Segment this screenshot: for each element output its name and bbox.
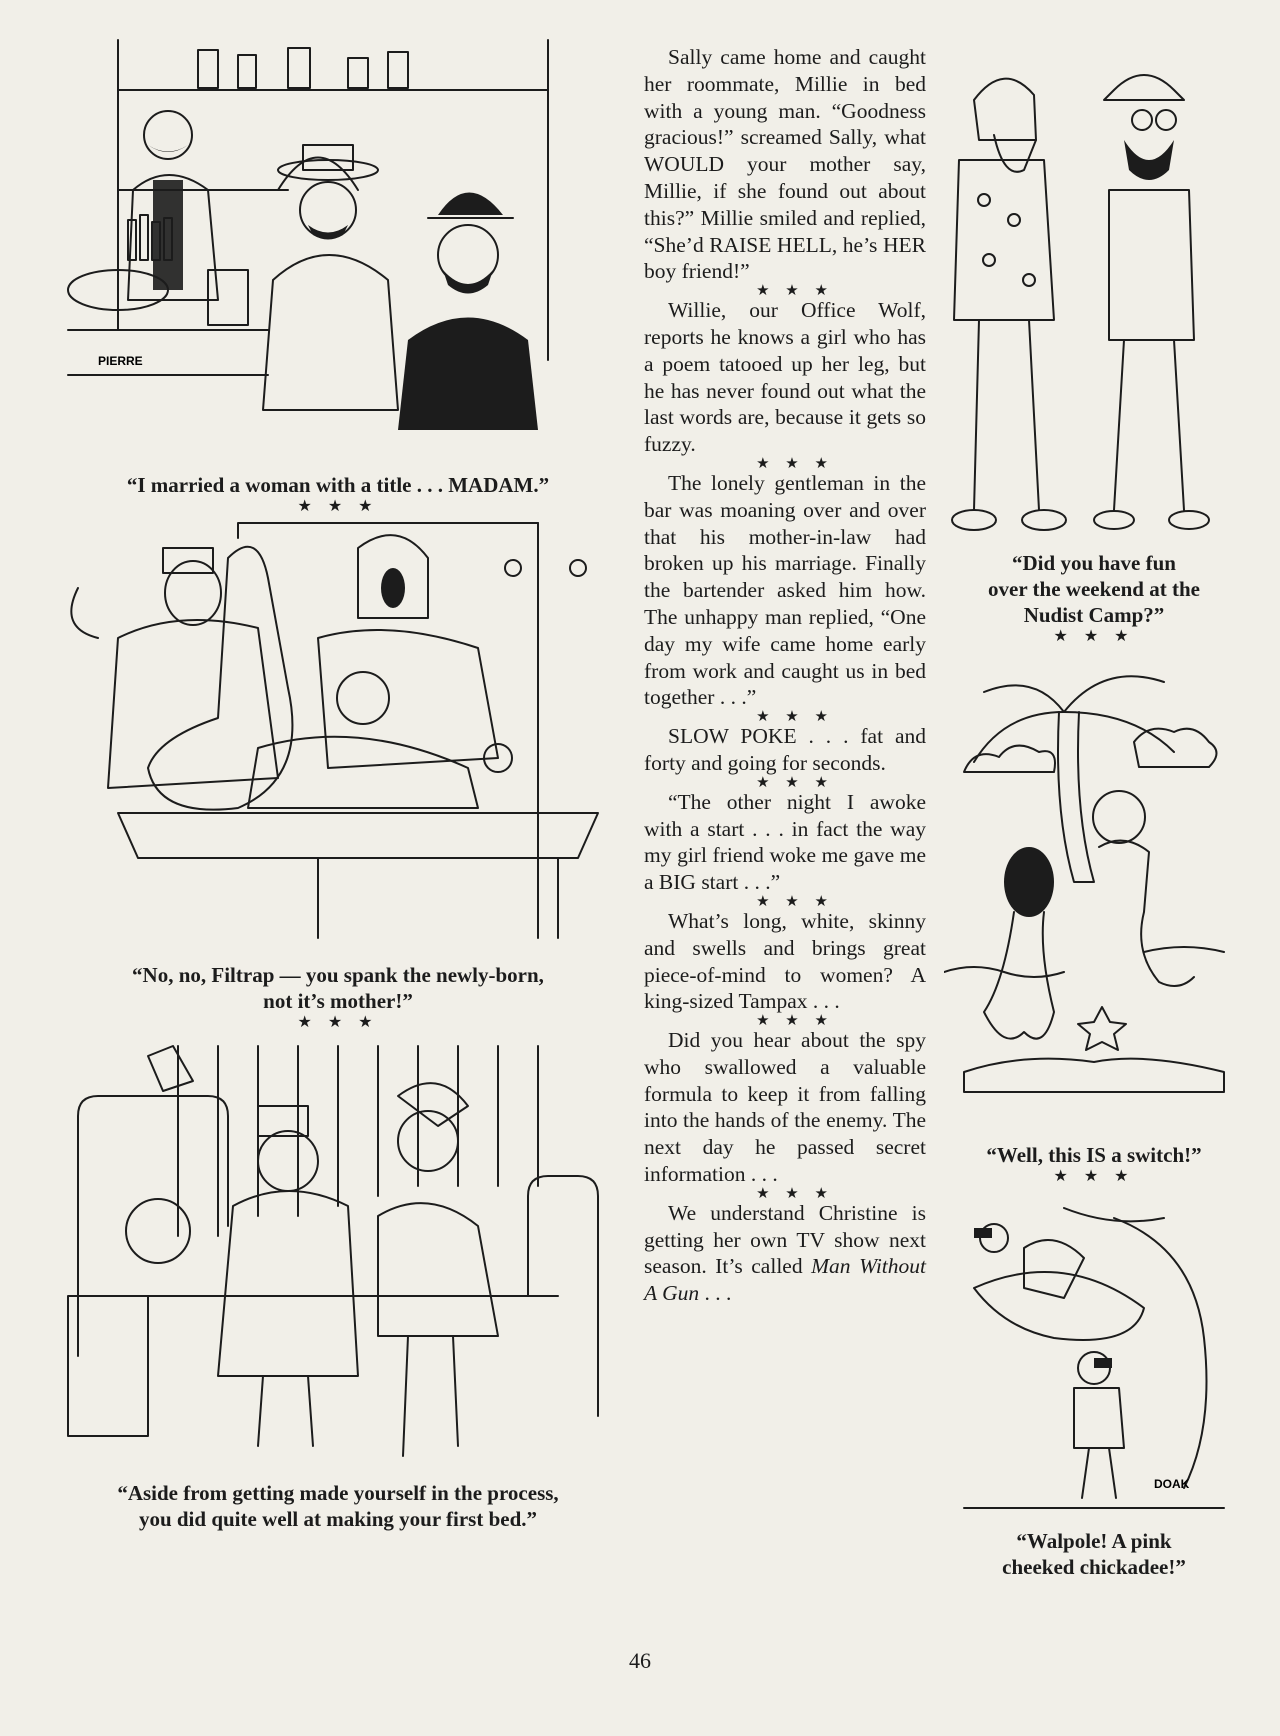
cartoon-signature: DOAK xyxy=(1154,1477,1190,1491)
two-men-illustration xyxy=(944,40,1244,550)
joke-text: We understand Christine is getting her own TV show next season. It’s called xyxy=(644,1200,926,1279)
delivery-room-illustration xyxy=(58,518,618,958)
separator-stars: ★ ★ ★ xyxy=(297,498,379,515)
separator-stars: ★ ★ ★ xyxy=(756,455,834,472)
separator-stars: ★ ★ ★ xyxy=(756,893,834,910)
cartoon-birdwatcher xyxy=(944,1188,1244,1528)
joke-paragraph: The lonely gentleman in the bar was moaning over and over that his mother-in-law had broken up his marriage. Finally the bartender asked him how. The unhappy man replied, “One day my wife came home early from work and caught us in bed together . . .” xyxy=(644,470,926,710)
cartoon-saloon xyxy=(58,30,618,470)
starfish-icon xyxy=(1078,1007,1126,1050)
cartoon-delivery-room xyxy=(58,518,618,958)
cartoon-two-men xyxy=(944,40,1244,550)
cartoon-caption-line2: over the weekend at the xyxy=(988,577,1200,601)
patient-head xyxy=(126,1199,190,1263)
separator-stars: ★ ★ ★ xyxy=(297,1014,379,1031)
couple-on-hill xyxy=(974,1224,1084,1298)
cartoon-signature: PIERRE xyxy=(98,354,143,368)
joke-paragraph: “The other night I awoke with a start . . . in fact the way my girl friend woke me gave me a BIG start . . .” xyxy=(644,789,926,895)
joke-paragraph: Willie, our Office Wolf, reports he knows a girl who has a poem tatooed up her leg, but he has never found out what the last words are, because it gets so fuzzy. xyxy=(644,298,926,457)
man-bucket-hat xyxy=(1094,75,1209,529)
joke-paragraph: Sally came home and caught her roommate, Millie in bed with a young man. “Goodness gracious!” screamed Sally, what WOULD your mother say, Millie, if she found out about this?” Millie smiled and replied, “She’d RAISE HELL, he’s HER boy friend!” xyxy=(644,45,926,284)
joke-text-end: . . . xyxy=(699,1281,732,1306)
cartoon-caption-line1: “Did you have fun xyxy=(1012,551,1176,575)
joke-paragraph: Did you hear about the spy who swallowed a valuable formula to keep it from falling into the hands of the enemy. The next day he passed secret information . . . xyxy=(644,1028,926,1187)
right-column xyxy=(944,40,1244,1580)
cartoon-caption-line2: not it’s mother!” xyxy=(263,989,413,1013)
separator-stars: ★ ★ ★ xyxy=(756,774,834,791)
lamp-icon xyxy=(148,1046,193,1091)
cartoon-hospital-bed xyxy=(58,1036,618,1476)
nightstand xyxy=(68,1296,148,1436)
birdwatcher-illustration xyxy=(944,1188,1244,1528)
cartoon-caption-line1: “Walpole! A pink xyxy=(1016,1529,1172,1553)
young-nurse-figure xyxy=(378,1083,498,1456)
separator-stars: ★ ★ ★ xyxy=(1053,628,1135,645)
hospital-bed-illustration xyxy=(58,1036,618,1476)
customer-bowler-hat xyxy=(398,193,538,431)
cartoon-caption: “I married a woman with a title . . . MADAM.” xyxy=(126,473,550,497)
separator-stars: ★ ★ ★ xyxy=(1053,1168,1135,1185)
cartoon-island xyxy=(944,652,1244,1142)
doctor-figure xyxy=(71,548,278,788)
cartoon-caption-line1: “No, no, Filtrap — you spank the newly-born, xyxy=(132,963,544,987)
jokes-column xyxy=(644,44,926,1307)
show-title: Man Without A Gun xyxy=(644,1254,926,1306)
island-illustration xyxy=(944,652,1244,1142)
left-column xyxy=(58,30,618,1532)
merman-figure xyxy=(1093,791,1194,986)
cartoon-caption-line2: you did quite well at making your first bed.” xyxy=(138,1507,538,1531)
separator-stars: ★ ★ ★ xyxy=(756,1013,834,1030)
joke-paragraph: What’s long, white, skinny and swells and brings great piece-of-mind to women? A king-sized Tampax . . . xyxy=(644,908,926,1014)
saloon-illustration xyxy=(58,30,618,470)
cartoon-caption-line3: Nudist Camp?” xyxy=(1023,603,1165,627)
joke-paragraph: SLOW POKE . . . fat and forty and going for seconds. xyxy=(644,724,926,775)
customer-straw-hat xyxy=(263,145,398,410)
palm-tree xyxy=(974,676,1174,882)
page-number: 46 xyxy=(629,1648,651,1673)
cartoon-caption-line2: cheeked chickadee!” xyxy=(1002,1555,1186,1579)
birdwatcher-figure xyxy=(1074,1352,1124,1498)
man-floral-shirt xyxy=(952,79,1066,530)
patient-on-table xyxy=(248,672,512,808)
cartoon-caption-line1: “Aside from getting made yourself in the process, xyxy=(117,1481,559,1505)
woman-figure xyxy=(984,847,1054,1039)
cartoon-caption: “Well, this IS a switch!” xyxy=(986,1143,1202,1167)
masked-doctor-figure xyxy=(318,535,498,768)
separator-stars: ★ ★ ★ xyxy=(756,283,834,300)
separator-stars: ★ ★ ★ xyxy=(756,1185,834,1202)
joke-paragraph-last xyxy=(644,1200,926,1307)
separator-stars: ★ ★ ★ xyxy=(756,709,834,726)
